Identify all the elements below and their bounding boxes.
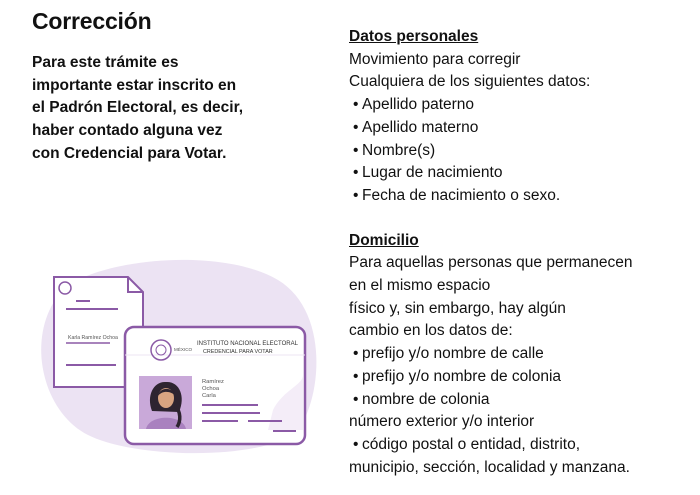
bullet-icon: • (353, 186, 359, 204)
card-country-text: MÉXICO (174, 347, 193, 352)
personal-list-item (349, 94, 694, 117)
list-item-label: nombre de colonia (362, 390, 490, 408)
personal-list-item (349, 140, 694, 163)
address-text-line: municipio, sección, localidad y manzana. (349, 458, 630, 476)
list-item-label: prefijo y/o nombre de colonia (362, 367, 562, 385)
list-item-label: Lugar de nacimiento (362, 164, 503, 182)
address-text-line: número exterior y/o interior (349, 413, 535, 431)
address-text-line: Para aquellas personas que permanecen (349, 254, 633, 272)
address-list-item (349, 366, 694, 389)
address-list-item (349, 389, 694, 412)
bullet-icon: • (353, 435, 359, 453)
intro-line: con Credencial para Votar. (32, 144, 227, 162)
card-institute-text: INSTITUTO NACIONAL ELECTORAL (197, 341, 298, 347)
bullet-icon: • (353, 164, 359, 182)
card-credential-text: CREDENCIAL PARA VOTAR (203, 349, 273, 355)
requirements-column (349, 26, 694, 479)
list-item-label: código postal o entidad, distrito, (362, 435, 580, 453)
personal-data-heading: Datos personales (349, 28, 479, 45)
bullet-icon: • (353, 390, 359, 408)
personal-text-line: Movimiento para corregir (349, 50, 521, 68)
address-list-item (349, 434, 694, 457)
list-item-label: Nombre(s) (362, 141, 436, 159)
intro-paragraph (32, 52, 292, 166)
bullet-icon: • (353, 118, 359, 136)
bullet-icon: • (353, 367, 359, 385)
intro-line: importante estar inscrito en (32, 76, 237, 94)
voter-card-icon (125, 327, 305, 444)
address-text-line: físico y, sin embargo, hay algún (349, 299, 566, 317)
personal-list-item (349, 117, 694, 140)
card-name-line: Carla (202, 393, 216, 399)
list-item-label: prefijo y/o nombre de calle (362, 345, 544, 363)
intro-line: Para este trámite es (32, 54, 179, 71)
personal-list-item (349, 185, 694, 208)
address-text-line: cambio en los datos de: (349, 322, 513, 340)
address-list-item (349, 343, 694, 366)
bullet-icon: • (353, 141, 359, 159)
document-name-text: Karla Ramírez Ochoa (68, 335, 118, 341)
address-heading: Domicilio (349, 231, 419, 249)
personal-list-item (349, 162, 694, 185)
credential-illustration (28, 255, 328, 455)
intro-line: el Padrón Electoral, es decir, (32, 99, 244, 117)
intro-line: haber contado alguna vez (32, 122, 223, 140)
card-name-line: Ochoa (202, 386, 220, 392)
address-text-line: en el mismo espacio (349, 277, 491, 295)
page-title: Corrección (32, 8, 152, 34)
bullet-icon: • (353, 345, 359, 363)
list-item-label: Apellido paterno (362, 96, 475, 114)
bullet-icon: • (353, 96, 359, 114)
personal-text-line: Cualquiera de los siguientes datos: (349, 73, 591, 91)
list-item-label: Apellido materno (362, 118, 479, 136)
card-name-line: Ramírez (202, 379, 224, 385)
section-spacer (349, 208, 694, 230)
list-item-label: Fecha de nacimiento o sexo. (362, 186, 561, 204)
